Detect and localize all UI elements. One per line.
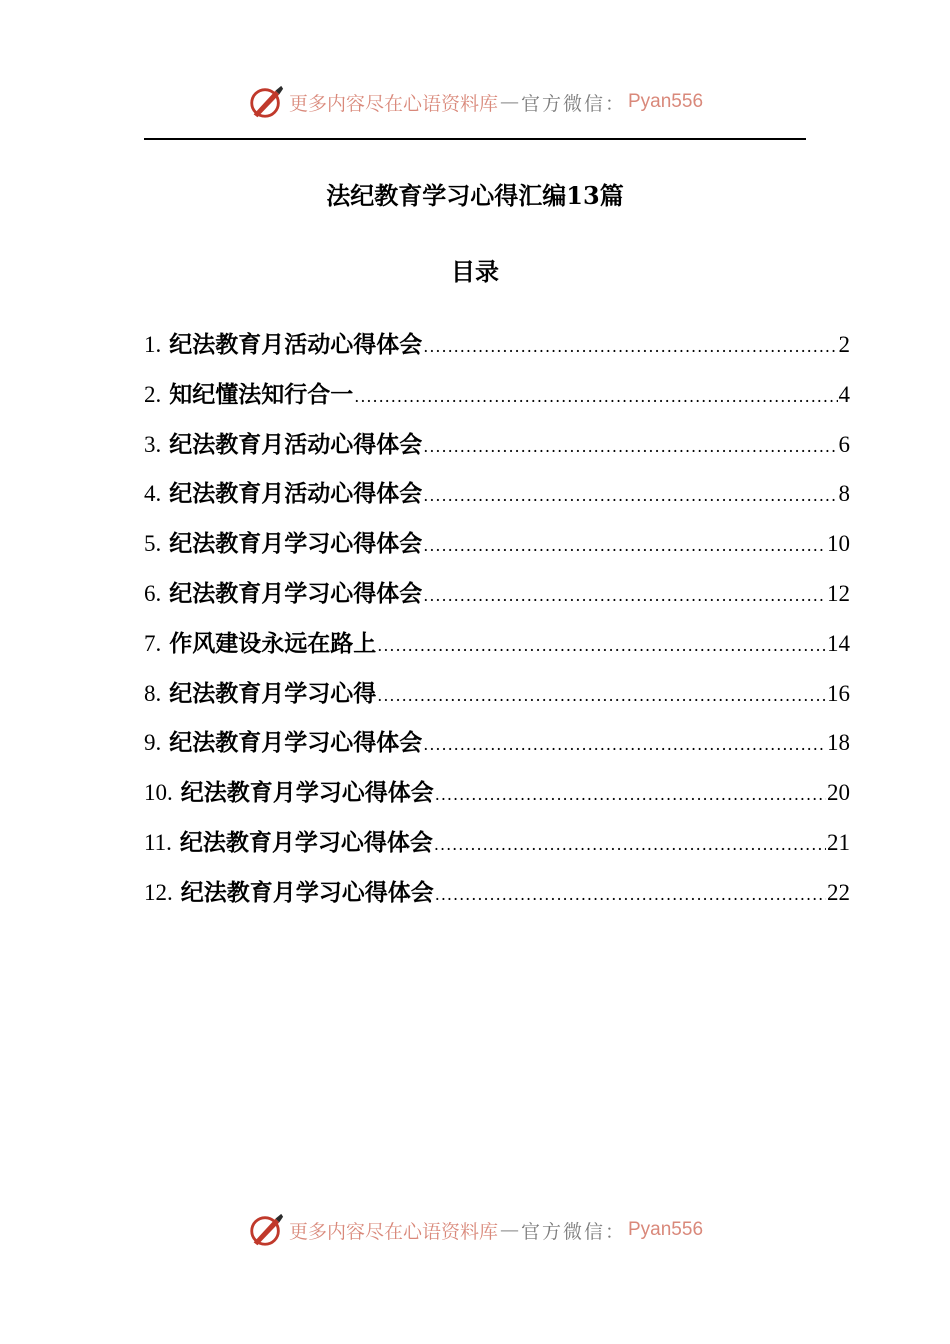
toc-entry[interactable]: [144, 426, 850, 476]
toc-entry-number: 7.: [144, 630, 162, 656]
toc-entry-title: 纪法教育月学习心得体会: [179, 828, 433, 856]
toc-entry[interactable]: [144, 675, 850, 725]
toc-leader-dots: [377, 636, 826, 655]
toc-entry-title: 纪法教育月学习心得体会: [180, 878, 434, 906]
footer-watermark: [0, 1210, 950, 1250]
watermark-brand-text: 更多内容尽在心语资料库: [288, 92, 498, 115]
toc-entry-number: 6.: [144, 580, 162, 606]
toc-entry-title: 纪法教育月活动心得体会: [169, 430, 423, 458]
watermark-brand-text: 更多内容尽在心语资料库: [288, 1220, 498, 1243]
toc-entry-page: 18: [827, 730, 850, 756]
toc-heading: 目录: [451, 257, 499, 286]
toc-entry-title: 知纪懂法知行合一: [169, 380, 354, 408]
toc-entry[interactable]: [144, 774, 850, 824]
toc-entry-page: 21: [827, 829, 850, 855]
watermark-wechat-id: Pyan556: [628, 91, 704, 112]
toc-entry-title: 纪法教育月学习心得体会: [169, 579, 423, 607]
toc-entry-page: 4: [838, 381, 850, 407]
toc-entry-page: 12: [827, 580, 850, 606]
toc-entry[interactable]: [144, 475, 850, 525]
toc-entry-page: 20: [827, 780, 850, 806]
toc-entry-title: 作风建设永远在路上: [169, 629, 377, 657]
table-of-contents: [144, 326, 850, 924]
toc-entry[interactable]: [144, 724, 850, 774]
document-title: 法纪教育学习心得汇编13篇: [326, 181, 624, 210]
header-watermark: [0, 82, 950, 122]
toc-entry[interactable]: [144, 874, 850, 924]
toc-leader-dots: [377, 686, 826, 705]
toc-entry-page: 16: [827, 680, 850, 706]
watermark-official-text: 官方微信：: [520, 92, 626, 115]
pen-logo-icon: [247, 83, 285, 121]
toc-entry-number: 3.: [144, 431, 162, 457]
toc-entry-page: 22: [827, 879, 850, 905]
toc-entry-page: 6: [838, 431, 850, 457]
toc-entry-number: 12.: [144, 879, 173, 905]
toc-leader-dots: [434, 835, 826, 854]
toc-entry-title: 纪法教育月学习心得体会: [180, 779, 434, 807]
toc-entry[interactable]: [144, 824, 850, 874]
toc-entry-number: 11.: [144, 829, 172, 855]
toc-entry-title: 纪法教育月学习心得体会: [169, 729, 423, 757]
toc-entry-page: 14: [827, 630, 850, 656]
toc-entry[interactable]: [144, 525, 850, 575]
toc-entry-title: 纪法教育月学习心得体会: [169, 530, 423, 558]
pen-logo-icon: [247, 1211, 285, 1249]
toc-leader-dots: [423, 536, 826, 555]
toc-leader-dots: [423, 735, 826, 754]
toc-leader-dots: [423, 586, 826, 605]
watermark-separator: —: [499, 91, 519, 113]
toc-leader-dots: [435, 885, 826, 904]
toc-entry-number: 2.: [144, 381, 162, 407]
toc-entry-page: 8: [838, 481, 850, 507]
toc-entry-number: 10.: [144, 780, 173, 806]
toc-leader-dots: [435, 785, 826, 804]
watermark-official-text: 官方微信：: [520, 1220, 626, 1243]
toc-entry-title: 纪法教育月活动心得体会: [169, 331, 423, 358]
toc-entry-number: 4.: [144, 481, 162, 507]
toc-leader-dots: [423, 486, 837, 505]
watermark-separator: —: [499, 1219, 519, 1241]
toc-entry[interactable]: [144, 575, 850, 625]
toc-leader-dots: [423, 437, 837, 456]
toc-entry-number: 9.: [144, 730, 162, 756]
toc-entry-number: 8.: [144, 680, 162, 706]
toc-entry-number: 1.: [144, 332, 162, 357]
toc-entry-number: 5.: [144, 531, 162, 557]
toc-entry[interactable]: [144, 326, 850, 376]
toc-entry[interactable]: [144, 376, 850, 426]
header-divider: [144, 138, 806, 140]
toc-entry-title: 纪法教育月学习心得: [169, 679, 377, 707]
toc-entry-page: 10: [827, 531, 850, 557]
toc-entry-title: 纪法教育月活动心得体会: [169, 480, 423, 508]
watermark-wechat-id: Pyan556: [628, 1219, 704, 1240]
toc-entry-page: 2: [838, 332, 850, 357]
toc-entry[interactable]: [144, 625, 850, 675]
toc-leader-dots: [423, 337, 837, 356]
toc-leader-dots: [354, 387, 837, 406]
